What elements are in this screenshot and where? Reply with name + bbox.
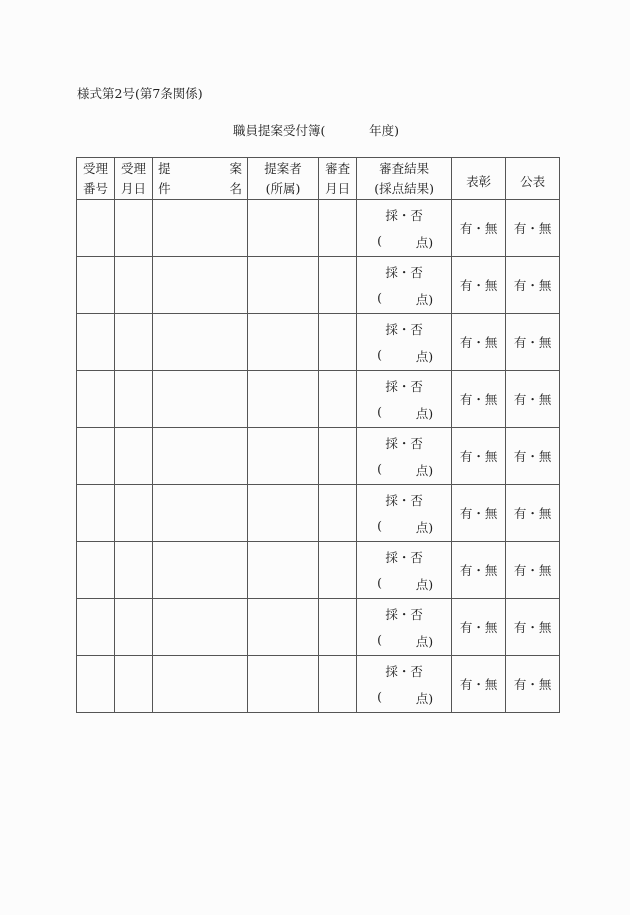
receipt-number-cell[interactable] [77, 200, 115, 257]
receipt-date-cell[interactable] [115, 656, 153, 713]
commendation-yes-no[interactable]: 有・無 [459, 392, 498, 407]
receipt-date-cell[interactable] [115, 599, 153, 656]
score-field[interactable]: ( 点) [377, 290, 434, 307]
commendation-yes-no[interactable]: 有・無 [459, 506, 498, 521]
table-row [77, 485, 560, 542]
commendation-yes-no[interactable]: 有・無 [459, 449, 498, 464]
header-receipt-number: 受 理 番 号 [77, 158, 115, 200]
receipt-number-cell[interactable] [77, 314, 115, 371]
adopt-reject-option[interactable]: 採・否 [385, 208, 423, 223]
table-row [77, 257, 560, 314]
proposal-subject-cell[interactable] [153, 200, 248, 257]
header-receipt-date: 受 理 月 日 [115, 158, 153, 200]
publication-cell[interactable] [506, 485, 560, 542]
proposal-subject-cell[interactable] [153, 257, 248, 314]
review-date-cell[interactable] [319, 656, 357, 713]
header-review-result: 審査結果 (採点結果) [357, 158, 452, 200]
proposal-subject-cell[interactable] [153, 428, 248, 485]
proposal-ledger-table [76, 157, 560, 713]
receipt-date-cell[interactable] [115, 257, 153, 314]
commendation-yes-no[interactable]: 有・無 [459, 563, 498, 578]
table-row [77, 314, 560, 371]
table-row [77, 428, 560, 485]
proposal-subject-cell[interactable] [153, 485, 248, 542]
receipt-date-cell[interactable] [115, 200, 153, 257]
receipt-date-cell[interactable] [115, 485, 153, 542]
commendation-cell[interactable] [452, 314, 506, 371]
publication-yes-no[interactable]: 有・無 [513, 677, 552, 692]
header-proposer: 提案者 (所属) [248, 158, 319, 200]
review-date-cell[interactable] [319, 314, 357, 371]
review-date-cell[interactable] [319, 371, 357, 428]
receipt-number-cell[interactable] [77, 371, 115, 428]
document-title [233, 121, 399, 139]
proposer-cell[interactable] [248, 485, 319, 542]
adopt-reject-option[interactable]: 採・否 [385, 379, 423, 394]
score-field[interactable]: ( 点) [377, 632, 434, 649]
publication-cell[interactable] [506, 656, 560, 713]
proposal-subject-cell[interactable] [153, 371, 248, 428]
score-field[interactable]: ( 点) [377, 518, 434, 535]
receipt-date-cell[interactable] [115, 542, 153, 599]
proposal-subject-cell[interactable] [153, 599, 248, 656]
review-date-cell[interactable] [319, 257, 357, 314]
proposer-cell[interactable] [248, 200, 319, 257]
commendation-yes-no[interactable]: 有・無 [459, 677, 498, 692]
score-field[interactable]: ( 点) [377, 404, 434, 421]
review-date-cell[interactable] [319, 200, 357, 257]
commendation-cell[interactable] [452, 599, 506, 656]
review-result-cell[interactable] [357, 314, 452, 371]
proposer-cell[interactable] [248, 314, 319, 371]
score-field[interactable]: ( 点) [377, 233, 434, 250]
commendation-cell[interactable] [452, 485, 506, 542]
header-proposal-subject: 提 案 件 名 [153, 158, 248, 200]
adopt-reject-option[interactable]: 採・否 [385, 607, 423, 622]
publication-yes-no[interactable]: 有・無 [513, 563, 552, 578]
review-result-cell[interactable] [357, 542, 452, 599]
score-field[interactable]: ( 点) [377, 575, 434, 592]
review-result-cell[interactable] [357, 371, 452, 428]
title-suffix: 年度) [369, 123, 399, 138]
commendation-cell[interactable] [452, 428, 506, 485]
header-review-date: 審 査 月 日 [319, 158, 357, 200]
table-row [77, 656, 560, 713]
publication-cell[interactable] [506, 371, 560, 428]
publication-yes-no[interactable]: 有・無 [513, 449, 552, 464]
review-date-cell[interactable] [319, 542, 357, 599]
proposer-cell[interactable] [248, 371, 319, 428]
review-result-cell[interactable] [357, 257, 452, 314]
publication-cell[interactable] [506, 599, 560, 656]
receipt-number-cell[interactable] [77, 257, 115, 314]
review-result-cell[interactable] [357, 599, 452, 656]
receipt-date-cell[interactable] [115, 371, 153, 428]
commendation-cell[interactable] [452, 542, 506, 599]
publication-yes-no[interactable]: 有・無 [513, 506, 552, 521]
proposer-cell[interactable] [248, 428, 319, 485]
form-number-label: 様式第2号(第7条関係) [77, 86, 203, 101]
publication-cell[interactable] [506, 428, 560, 485]
review-result-cell[interactable] [357, 485, 452, 542]
proposal-subject-cell[interactable] [153, 542, 248, 599]
proposal-subject-cell[interactable] [153, 656, 248, 713]
review-result-cell[interactable] [357, 200, 452, 257]
receipt-date-cell[interactable] [115, 428, 153, 485]
adopt-reject-option[interactable]: 採・否 [385, 436, 423, 451]
commendation-yes-no[interactable]: 有・無 [459, 221, 498, 236]
receipt-number-cell[interactable] [77, 599, 115, 656]
title-prefix: 職員提案受付簿( [233, 123, 326, 138]
commendation-cell[interactable] [452, 257, 506, 314]
receipt-number-cell[interactable] [77, 485, 115, 542]
table-row [77, 200, 560, 257]
review-date-cell[interactable] [319, 485, 357, 542]
ledger-body [77, 200, 560, 713]
table-row [77, 542, 560, 599]
adopt-reject-option[interactable]: 採・否 [385, 265, 423, 280]
fiscal-year-blank [325, 123, 369, 138]
publication-yes-no[interactable]: 有・無 [513, 278, 552, 293]
score-field[interactable]: ( 点) [377, 461, 434, 478]
header-commendation: 表彰 [452, 158, 506, 200]
commendation-yes-no[interactable]: 有・無 [459, 620, 498, 635]
publication-cell[interactable] [506, 200, 560, 257]
table-row [77, 371, 560, 428]
receipt-number-cell[interactable] [77, 542, 115, 599]
commendation-yes-no[interactable]: 有・無 [459, 278, 498, 293]
adopt-reject-option[interactable]: 採・否 [385, 550, 423, 565]
header-publication: 公表 [506, 158, 560, 200]
header-row [77, 158, 560, 200]
proposer-cell[interactable] [248, 656, 319, 713]
proposer-cell[interactable] [248, 542, 319, 599]
review-date-cell[interactable] [319, 599, 357, 656]
table-row [77, 599, 560, 656]
adopt-reject-option[interactable]: 採・否 [385, 322, 423, 337]
publication-cell[interactable] [506, 314, 560, 371]
proposer-cell[interactable] [248, 599, 319, 656]
publication-yes-no[interactable]: 有・無 [513, 620, 552, 635]
adopt-reject-option[interactable]: 採・否 [385, 664, 423, 679]
score-field[interactable]: ( 点) [377, 689, 434, 706]
review-date-cell[interactable] [319, 428, 357, 485]
commendation-cell[interactable] [452, 656, 506, 713]
publication-yes-no[interactable]: 有・無 [513, 335, 552, 350]
commendation-cell[interactable] [452, 200, 506, 257]
review-result-cell[interactable] [357, 656, 452, 713]
publication-yes-no[interactable]: 有・無 [513, 392, 552, 407]
proposer-cell[interactable] [248, 257, 319, 314]
score-field[interactable]: ( 点) [377, 347, 434, 364]
review-result-cell[interactable] [357, 428, 452, 485]
receipt-date-cell[interactable] [115, 314, 153, 371]
publication-cell[interactable] [506, 257, 560, 314]
publication-yes-no[interactable]: 有・無 [513, 221, 552, 236]
receipt-number-cell[interactable] [77, 428, 115, 485]
adopt-reject-option[interactable]: 採・否 [385, 493, 423, 508]
commendation-yes-no[interactable]: 有・無 [459, 335, 498, 350]
receipt-number-cell[interactable] [77, 656, 115, 713]
commendation-cell[interactable] [452, 371, 506, 428]
publication-cell[interactable] [506, 542, 560, 599]
proposal-subject-cell[interactable] [153, 314, 248, 371]
